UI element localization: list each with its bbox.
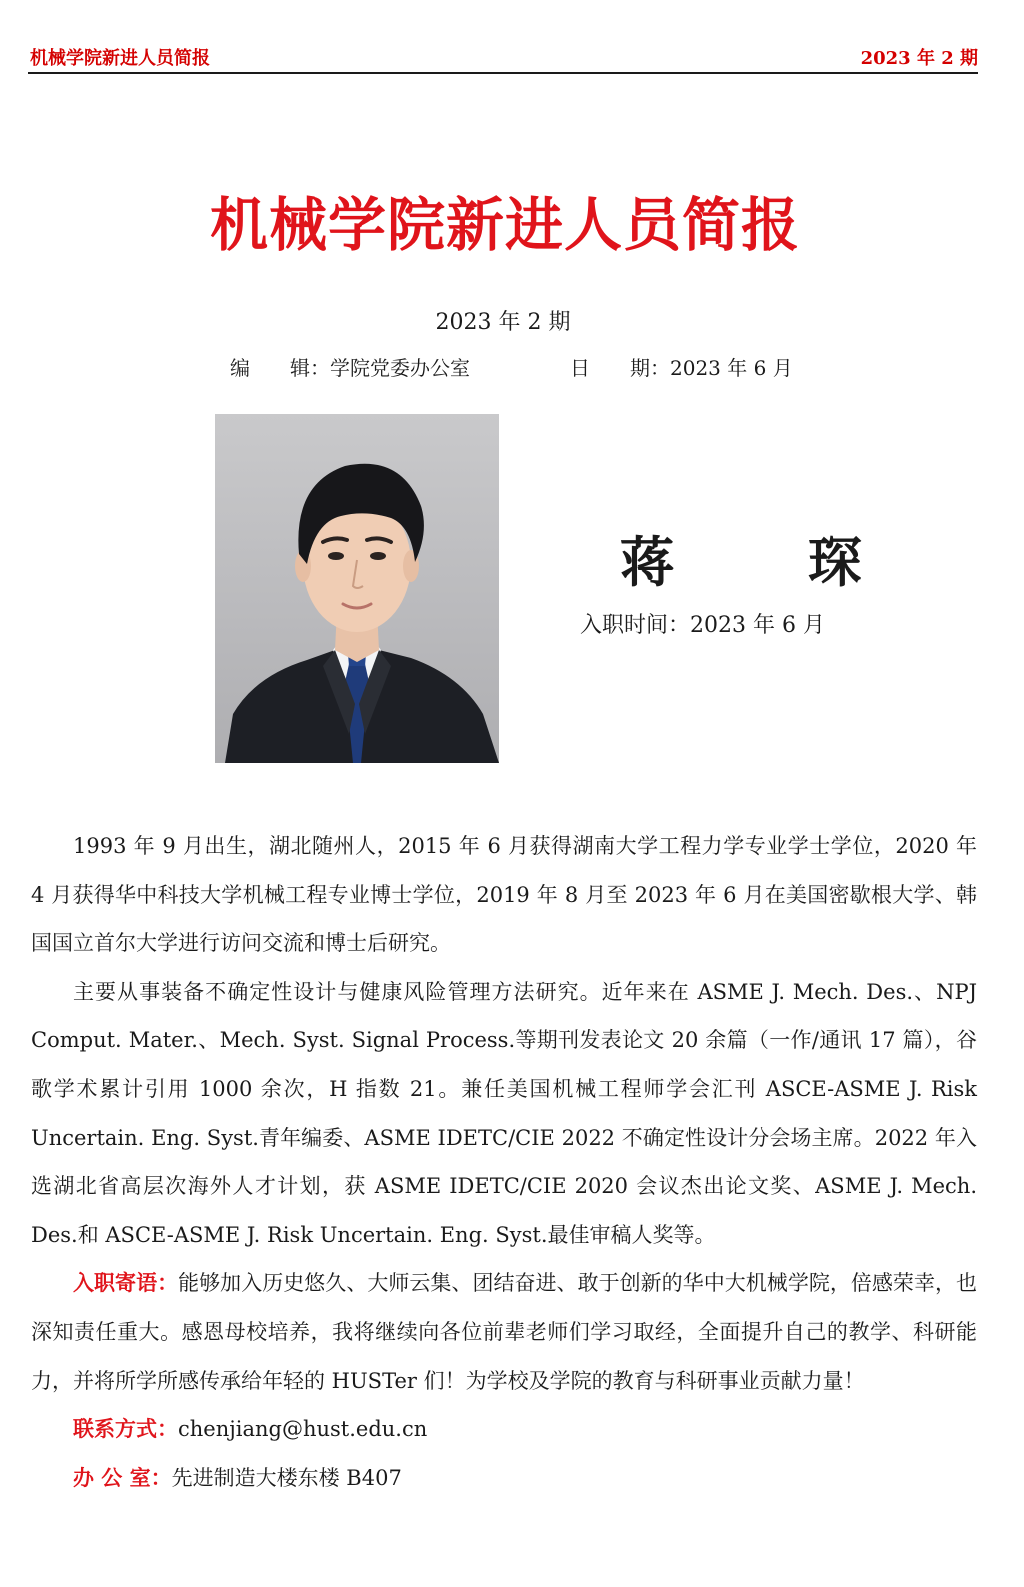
portrait-illustration (215, 414, 499, 763)
person-name: 蒋 琛 (620, 530, 902, 594)
biography (31, 822, 977, 1502)
issue-number: 2023 年 2 期 (435, 310, 571, 335)
bio-paragraph-research: 主要从事装备不确定性设计与健康风险管理方法研究。近年来在 ASME J. Mech. Des.、NPJ Comput. Mater.、Mech. Syst. Signal Process.等期刊发表论文 20 余篇（一作/通讯 17 篇），谷歌学术累计引用 1000 余次，H 指数 21。兼任美国机械工程师学会汇刊 ASCE-ASME J. Risk Uncertain. Eng. Syst.青年编委、ASME IDETC/CIE 2022 不确定性设计分会场主席。2022 年入选湖北省高层次海外人才计划，获 ASME IDETC/CIE 2020 会议杰出论文奖、ASME J. Mech. Des.和 ASCE-ASME J. Risk Uncertain. Eng. Syst.最佳审稿人奖等。 (31, 979, 977, 1247)
join-date-value: 2023 年 6 月 (690, 613, 825, 638)
welcome-message (31, 1259, 977, 1405)
date-value: 2023 年 6 月 (670, 356, 793, 380)
join-date-label: 入职时间： (580, 613, 691, 638)
contact-line (31, 1405, 977, 1454)
page-title: 机械学院新进人员简报 (209, 191, 800, 259)
header-publication-name: 机械学院新进人员简报 (30, 48, 210, 69)
office-location: 先进制造大楼东楼 B407 (171, 1465, 402, 1490)
office-label: 办 公 室： (73, 1464, 172, 1490)
running-header (28, 40, 978, 74)
bio-paragraph-education: 1993 年 9 月出生，湖北随州人，2015 年 6 月获得湖南大学工程力学专业学士学位，2020 年 4 月获得华中科技大学机械工程专业博士学位，2019 年 8 月至 2023 年 6 月在美国密歇根大学、韩国国立首尔大学进行访问交流和博士后研究。 (31, 834, 977, 956)
contact-label: 联系方式： (73, 1416, 178, 1442)
welcome-message-text: 能够加入历史悠久、大师云集、团结奋进、敢于创新的华中大机械学院，倍感荣幸，也深知责任重大。感恩母校培养，我将继续向各位前辈老师们学习取经，全面提升自己的教学、科研能力，并将所学所感传承给年轻的 HUSTer 们！为学校及学院的教育与科研事业贡献力量！ (31, 1271, 978, 1393)
office-line (31, 1454, 977, 1503)
portrait-photo (215, 414, 499, 763)
editor-value: 学院党委办公室 (330, 356, 470, 380)
join-date-line (580, 608, 825, 639)
date-label: 日 期： (570, 356, 670, 380)
header-issue: 2023 年 2 期 (860, 48, 978, 69)
welcome-message-label: 入职寄语： (73, 1270, 179, 1296)
date-line (570, 352, 793, 381)
editor-line (230, 352, 470, 381)
editor-label: 编 辑： (230, 356, 330, 380)
contact-email: chenjiang@hust.edu.cn (178, 1417, 428, 1442)
